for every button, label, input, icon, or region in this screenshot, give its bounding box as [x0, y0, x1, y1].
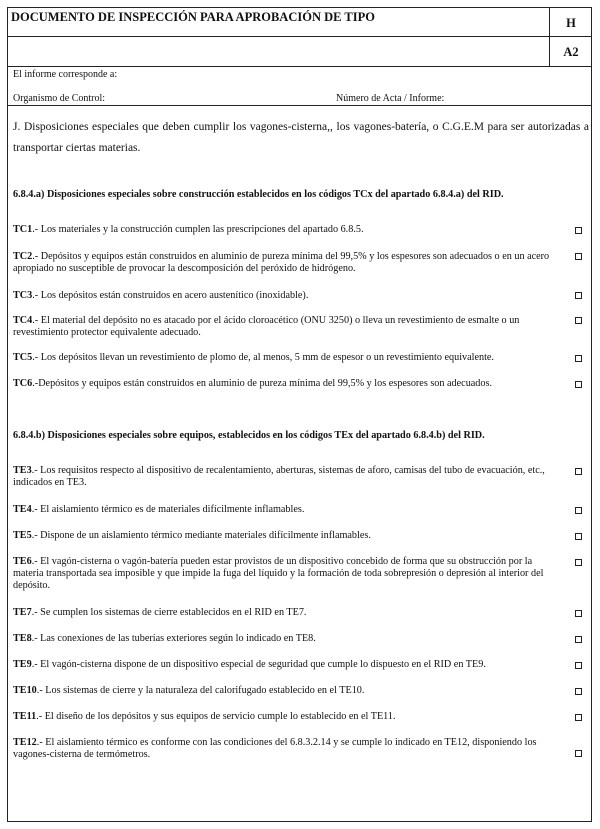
- document-code-top: H: [550, 7, 592, 37]
- item-code: TE10: [13, 685, 37, 696]
- item-code: TC2: [13, 251, 33, 262]
- list-item-te11: [13, 711, 558, 723]
- list-item-te8: [13, 633, 558, 645]
- checkbox-te8[interactable]: [575, 636, 582, 643]
- item-text: .- Los requisitos respecto al dispositivo de recalentamiento, aberturas, sistemas de aforo, camisas del tubo de evacuación, etc., indicados en TE3.: [13, 465, 545, 488]
- item-text: .- Los depósitos están construidos en acero austenítico (inoxidable).: [32, 290, 309, 301]
- list-item-te9: [13, 659, 558, 671]
- checkbox-tc4[interactable]: [575, 317, 582, 324]
- item-code: TE7: [13, 607, 32, 618]
- checkbox-te4[interactable]: [575, 507, 582, 514]
- item-text: .- El aislamiento térmico es conforme con las condiciones del 6.8.3.2.14 y se cumple lo indicado en TE12, disponiendo los vagones-cisterna de termómetros.: [13, 737, 537, 760]
- checkbox-te3[interactable]: [575, 468, 582, 475]
- item-code: TE3: [13, 465, 32, 476]
- item-code: TE12: [13, 737, 37, 748]
- document-title: DOCUMENTO DE INSPECCIÓN PARA APROBACIÓN DE TIPO: [7, 7, 550, 37]
- item-code: TE4: [13, 504, 32, 515]
- item-code: TE6: [13, 556, 32, 567]
- document-code-bottom: A2: [550, 37, 592, 67]
- item-text: .- El material del depósito no es atacado por el ácido cloroacético (ONU 3250) o lleva un revestimiento de esmalte o un revestimiento protector equivalente adecuado.: [13, 315, 520, 338]
- checkbox-te12[interactable]: [575, 750, 582, 757]
- intro-paragraph: J. Disposiciones especiales que deben cumplir los vagones-cisterna,, los vagones-batería, o C.G.E.M para ser autorizadas a transportar ciertas materias.: [13, 121, 589, 154]
- section-te-heading: 6.8.4.b) Disposiciones especiales sobre equipos, establecidos en los códigos TEx del apartado 6.8.4.b) del RID.: [13, 430, 485, 441]
- item-code: TC5: [13, 352, 33, 363]
- list-item-te3: [13, 465, 558, 489]
- item-text: .- Los depósitos llevan un revestimiento de plomo de, al menos, 5 mm de espesor o un revestimiento equivalente.: [32, 352, 494, 363]
- list-item-te4: [13, 504, 558, 516]
- list-item-te5: [13, 530, 558, 542]
- checkbox-tc5[interactable]: [575, 355, 582, 362]
- item-code: TC6: [13, 378, 33, 389]
- item-text: .- Dispone de un aislamiento térmico mediante materiales difícilmente inflamables.: [31, 530, 371, 541]
- organismo-control-label: Organismo de Control:: [13, 93, 106, 104]
- checkbox-te6[interactable]: [575, 559, 582, 566]
- checkbox-tc3[interactable]: [575, 292, 582, 299]
- list-item-te7: [13, 607, 558, 619]
- informe-corresponde-label: El informe corresponde a:: [13, 69, 118, 80]
- checkbox-tc6[interactable]: [575, 381, 582, 388]
- list-item-tc5: [13, 352, 558, 364]
- item-code: TC4: [13, 315, 33, 326]
- list-item-tc3: [13, 290, 558, 302]
- item-code: TE8: [13, 633, 32, 644]
- item-text: .-Depósitos y equipos están construidos en aluminio de pureza mínima del 99,5% y los espesores son adecuados.: [32, 378, 493, 389]
- list-item-te10: [13, 685, 558, 697]
- item-text: .- Se cumplen los sistemas de cierre establecidos en el RID en TE7.: [31, 607, 307, 618]
- item-text: .- Las conexiones de las tuberías exteriores según lo indicado en TE8.: [31, 633, 316, 644]
- checkbox-te10[interactable]: [575, 688, 582, 695]
- item-text: .- Los materiales y la construcción cumplen las prescripciones del apartado 6.8.5.: [32, 224, 364, 235]
- item-text: .- El aislamiento térmico es de materiales difícilmente inflamables.: [31, 504, 305, 515]
- list-item-tc4: [13, 315, 558, 339]
- item-code: TC3: [13, 290, 33, 301]
- header-blank-row: [7, 37, 550, 67]
- list-item-te6: [13, 556, 558, 592]
- item-text: .- El vagón-cisterna dispone de un dispositivo especial de seguridad que cumple lo dispuesto en el RID en TE9.: [31, 659, 486, 670]
- item-text: .- Depósitos y equipos están construidos en aluminio de pureza mínima del 99,5% y los espesores son adecuados o en un acero apropiado no susceptible de provocar la descomposición del peróxido de hidrógeno.: [13, 251, 550, 274]
- report-info-block: [7, 67, 592, 106]
- checkbox-te5[interactable]: [575, 533, 582, 540]
- list-item-tc2: [13, 251, 558, 275]
- checkbox-tc2[interactable]: [575, 253, 582, 260]
- item-code: TE9: [13, 659, 32, 670]
- item-text: .- El vagón-cisterna o vagón-batería pueden estar provistos de un dispositivo concebido de forma que su obstrucción por la materia transportada sea imposible y que impide la fuga del líquido y la formación de toda sobrepresión o depresión al interior del depósito.: [13, 556, 544, 591]
- numero-acta-label: Número de Acta / Informe:: [336, 93, 445, 104]
- list-item-te12: [13, 737, 558, 761]
- item-code: TE5: [13, 530, 32, 541]
- item-code: TE11: [13, 711, 37, 722]
- list-item-tc6: [13, 378, 558, 390]
- checkbox-te9[interactable]: [575, 662, 582, 669]
- list-item-tc1: [13, 224, 558, 236]
- checkbox-te11[interactable]: [575, 714, 582, 721]
- checkbox-te7[interactable]: [575, 610, 582, 617]
- item-text: .- Los sistemas de cierre y la naturaleza del calorifugado establecido en el TE10.: [36, 685, 365, 696]
- checkbox-tc1[interactable]: [575, 227, 582, 234]
- item-code: TC1: [13, 224, 33, 235]
- section-tc-heading: 6.8.4.a) Disposiciones especiales sobre construcción establecidos en los códigos TCx del apartado 6.8.4.a) del RID.: [13, 189, 504, 200]
- item-text: .- El diseño de los depósitos y sus equipos de servicio cumple lo establecido en el TE11.: [36, 711, 396, 722]
